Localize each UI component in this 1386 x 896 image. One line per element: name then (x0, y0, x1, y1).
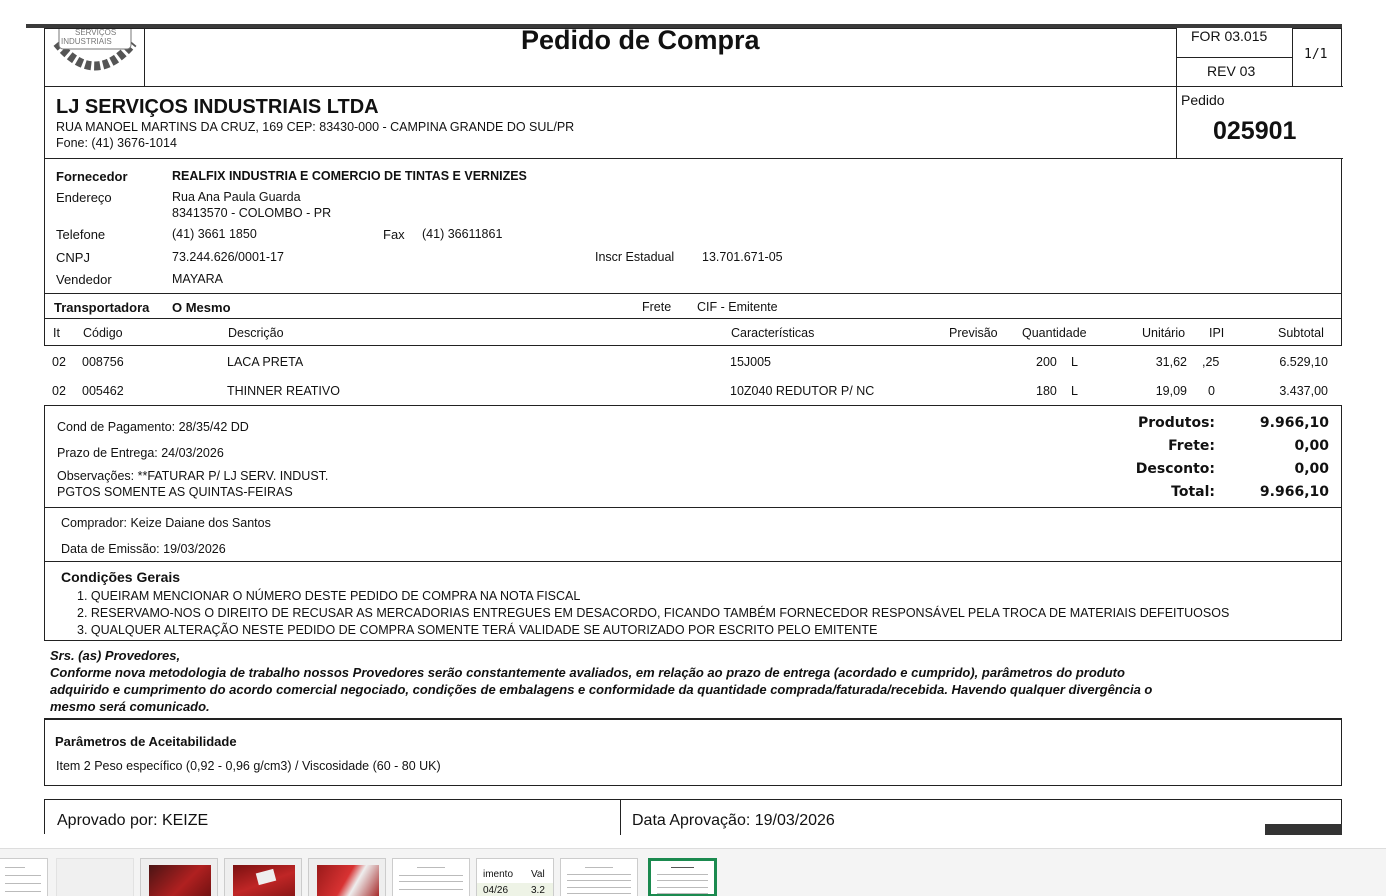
form-code: FOR 03.015 (1191, 28, 1268, 44)
revision-cell (1176, 57, 1293, 87)
signature-block (1265, 824, 1342, 835)
freight-label: Frete (642, 300, 672, 314)
col-subtotal: Subtotal (1278, 326, 1324, 340)
observations-1: Observações: **FATURAR P/ LJ SERV. INDUST. (57, 469, 329, 483)
thumbnail-9-selected[interactable] (648, 858, 717, 896)
transport-value: O Mesmo (172, 300, 231, 315)
approval-date: Data Aprovação: 19/03/2026 (632, 812, 835, 829)
general-conditions-title: Condições Gerais (61, 569, 181, 585)
col-code: Código (83, 326, 123, 340)
table-row (44, 375, 1342, 404)
col-forecast: Previsão (949, 326, 998, 340)
total-value: 9.966,10 (1259, 484, 1329, 500)
thumbnail-3[interactable] (140, 858, 218, 896)
row-description: THINNER REATIVO (227, 384, 340, 398)
transport-section (44, 293, 1342, 319)
row-description: LACA PRETA (227, 355, 304, 369)
form-code-cell (1176, 28, 1293, 58)
approval-section (44, 799, 1342, 834)
thumb-text: 04/26 (483, 885, 509, 896)
fax-label: Fax (383, 227, 405, 242)
conditions-totals-section (44, 405, 1342, 508)
row-characteristics: 10Z040 REDUTOR P/ NC (730, 384, 875, 398)
row-ipi: 0 (1208, 384, 1215, 398)
notice-line-1: Conforme nova metodologia de trabalho nossos Provedores serão constantemente avaliados, em relação ao prazo de entrega (acordado e cumprido), parâmetros do produto (50, 665, 1125, 680)
discount-label: Desconto: (1135, 461, 1215, 477)
total-label: Total: (1171, 484, 1215, 500)
items-table-header (44, 318, 1342, 346)
transport-label: Transportadora (54, 300, 150, 315)
col-quantity: Quantidade (1022, 326, 1087, 340)
issue-date: Data de Emissão: 19/03/2026 (61, 542, 226, 556)
cnpj-label: CNPJ (56, 250, 90, 265)
general-condition-1: 1. QUEIRAM MENCIONAR O NÚMERO DESTE PEDIDO DE COMPRA NA NOTA FISCAL (77, 589, 581, 603)
supplier-fax: (41) 36611861 (422, 227, 503, 241)
acceptance-section (44, 720, 1342, 786)
notice-line-2: adquirido e cumprimento do acordo comercial negociado, condições de embalagens e conformidade da quantidade comprada/faturada/recebida. Havendo qualquer divergência o (50, 682, 1153, 697)
acceptance-line-1: Item 2 Peso específico (0,92 - 0,96 g/cm3) / Viscosidade (60 - 80 UK) (56, 759, 441, 773)
logo-text-2: INDUSTRIAIS (61, 37, 112, 46)
row-it: 02 (52, 355, 66, 369)
company-phone: Fone: (41) 3676-1014 (56, 136, 177, 150)
row-quantity: 180 (1036, 384, 1057, 398)
supplier-address-2: 83413570 - COLOMBO - PR (172, 206, 332, 220)
col-ipi: IPI (1209, 326, 1225, 340)
col-unit: Unitário (1142, 326, 1186, 340)
row-subtotal: 6.529,10 (1279, 355, 1328, 369)
photo-image (317, 865, 379, 896)
row-code: 008756 (82, 355, 124, 369)
row-it: 02 (52, 384, 66, 398)
thumbnail-2[interactable] (56, 858, 134, 896)
row-uom: L (1071, 384, 1078, 398)
photo-image (149, 865, 211, 896)
order-label: Pedido (1181, 92, 1225, 108)
buyer-section (44, 507, 1342, 562)
supplier-name: REALFIX INDUSTRIA E COMERCIO DE TINTAS E VERNIZES (172, 169, 527, 183)
observations-2: PGTOS SOMENTE AS QUINTAS-FEIRAS (57, 485, 293, 499)
supplier-section (44, 158, 1342, 294)
company-section (44, 86, 1342, 159)
ie-label: Inscr Estadual (595, 250, 675, 264)
revision: REV 03 (1207, 63, 1256, 79)
row-unit-price: 31,62 (1155, 355, 1187, 369)
thumb-text: 3.2 (531, 885, 545, 896)
payment-terms: Cond de Pagamento: 28/35/42 DD (57, 420, 249, 434)
totals-freight-value: 0,00 (1294, 438, 1329, 454)
supplier-seller: MAYARA (172, 272, 223, 286)
thumb-text: Val (531, 869, 545, 880)
row-code: 005462 (82, 384, 124, 398)
header-section (44, 25, 1342, 87)
row-unit-price: 19,09 (1155, 384, 1187, 398)
thumbnail-4[interactable] (224, 858, 302, 896)
row-uom: L (1071, 355, 1078, 369)
col-description: Descrição (228, 326, 284, 340)
thumbnail-1[interactable] (0, 858, 48, 896)
row-quantity: 200 (1036, 355, 1057, 369)
thumbnail-7[interactable] (476, 858, 554, 896)
row-ipi: ,25 (1202, 355, 1220, 369)
order-number-cell (1176, 86, 1343, 159)
items-table (44, 318, 1342, 406)
buyer-name: Comprador: Keize Daiane dos Santos (61, 516, 271, 530)
thumbnail-5[interactable] (308, 858, 386, 896)
thumbnail-6[interactable] (392, 858, 470, 896)
general-condition-3: 3. QUALQUER ALTERAÇÃO NESTE PEDIDO DE COMPRA SOMENTE TERÁ VALIDADE SE AUTORIZADO POR ESCRITO PELO EMITENTE (77, 623, 878, 637)
company-address: RUA MANOEL MARTINS DA CRUZ, 169 CEP: 83430-000 - CAMPINA GRANDE DO SUL/PR (56, 120, 575, 134)
supplier-address-1: Rua Ana Paula Guarda (172, 190, 301, 204)
delivery-date: Prazo de Entrega: 24/03/2026 (57, 446, 224, 460)
row-subtotal: 3.437,00 (1279, 384, 1328, 398)
table-row (44, 346, 1342, 375)
discount-value: 0,00 (1294, 461, 1329, 477)
notice-greeting: Srs. (as) Provedores, (50, 648, 181, 663)
thumbnail-strip[interactable] (0, 848, 1386, 896)
company-logo (45, 29, 145, 87)
freight-value: CIF - Emitente (697, 300, 778, 314)
supplier-ie: 13.701.671-05 (702, 250, 783, 264)
totals-freight-label: Frete: (1168, 438, 1215, 454)
general-conditions-section (44, 561, 1342, 641)
products-value: 9.966,10 (1259, 415, 1329, 431)
acceptance-title: Parâmetros de Aceitabilidade (55, 734, 237, 749)
products-label: Produtos: (1137, 415, 1215, 431)
thumb-text: imento (483, 869, 514, 880)
supplier-notice-section (44, 640, 1342, 720)
supplier-label: Fornecedor (56, 169, 128, 184)
general-condition-2: 2. RESERVAMO-NOS O DIREITO DE RECUSAR AS MERCADORIAS ENTREGUES EM DESACORDO, FICANDO TAMBÉM FORNECEDOR RESPONSÁVEL PELA TROCA DE MATERIAIS DEFEITUOSOS (77, 606, 1230, 620)
approval-divider (620, 800, 621, 835)
order-number: 025901 (1213, 117, 1297, 145)
logo-text-1: SERVIÇOS (75, 29, 117, 37)
approved-by: Aprovado por: KEIZE (57, 812, 209, 829)
company-name: LJ SERVIÇOS INDUSTRIAIS LTDA (56, 96, 379, 118)
row-characteristics: 15J005 (730, 355, 772, 369)
supplier-cnpj: 73.244.626/0001-17 (172, 250, 284, 264)
phone-label: Telefone (56, 227, 106, 242)
col-it: It (53, 326, 60, 340)
seller-label: Vendedor (56, 272, 112, 287)
page-number: 1/1 (1304, 47, 1328, 62)
address-label: Endereço (56, 190, 112, 205)
supplier-phone: (41) 3661 1850 (172, 227, 257, 241)
notice-line-3: mesmo será comunicado. (50, 699, 210, 714)
thumbnail-8[interactable] (560, 858, 638, 896)
page-title: Pedido de Compra (521, 25, 760, 55)
col-characteristics: Características (731, 326, 815, 340)
